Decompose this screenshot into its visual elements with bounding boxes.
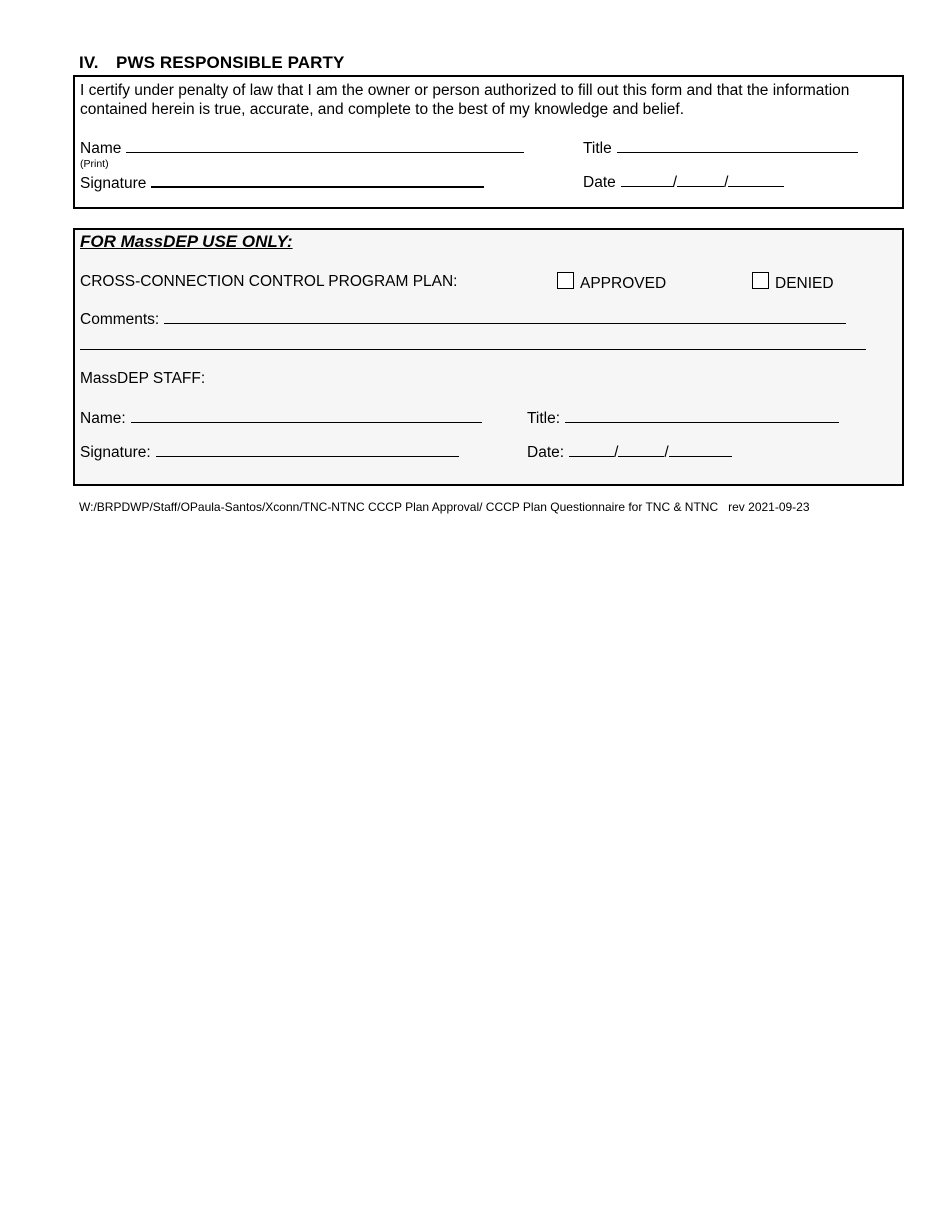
staff-date-month-line[interactable] bbox=[569, 442, 614, 457]
signature-field bbox=[80, 172, 484, 193]
comments-input-line[interactable] bbox=[164, 309, 846, 324]
responsible-party-box bbox=[73, 75, 904, 209]
date-label: Date bbox=[583, 174, 616, 191]
name-label: Name bbox=[80, 140, 122, 157]
date-field bbox=[583, 172, 784, 192]
approved-option[interactable] bbox=[557, 272, 666, 293]
staff-date-separator-2: / bbox=[664, 444, 669, 461]
date-month-line[interactable] bbox=[621, 172, 673, 187]
comments-label: Comments: bbox=[80, 311, 160, 328]
staff-date-year-line[interactable] bbox=[669, 442, 732, 457]
footer-path: W:/BRPDWP/Staff/OPaula-Santos/Xconn/TNC-NTNC CCCP Plan Approval/ CCCP Plan Questionnaire for TNC & NTNC bbox=[79, 500, 719, 514]
staff-date-day-line[interactable] bbox=[618, 442, 664, 457]
denied-label: DENIED bbox=[775, 275, 834, 292]
massdep-heading: FOR MassDEP USE ONLY: bbox=[80, 232, 293, 251]
comments-continuation-line[interactable] bbox=[80, 349, 866, 350]
date-day-line[interactable] bbox=[677, 172, 724, 187]
approved-label: APPROVED bbox=[580, 275, 667, 292]
print-note: (Print) bbox=[80, 158, 109, 170]
date-separator-1: / bbox=[672, 174, 678, 191]
name-input-line[interactable] bbox=[126, 138, 524, 153]
name-field bbox=[80, 138, 524, 158]
footer-revision: rev 2021-09-23 bbox=[728, 500, 810, 514]
staff-title-field bbox=[527, 408, 839, 428]
signature-label: Signature bbox=[80, 175, 147, 192]
comments-field bbox=[80, 309, 846, 329]
staff-title-input-line[interactable] bbox=[565, 408, 839, 423]
staff-signature-field bbox=[80, 442, 459, 462]
staff-date-separator-1: / bbox=[614, 444, 619, 461]
approved-checkbox[interactable] bbox=[557, 272, 574, 289]
staff-name-label: Name: bbox=[80, 410, 126, 427]
staff-title-label: Title: bbox=[527, 410, 561, 427]
title-input-line[interactable] bbox=[617, 138, 858, 153]
denied-checkbox[interactable] bbox=[752, 272, 769, 289]
section-heading bbox=[79, 53, 344, 73]
date-year-line[interactable] bbox=[728, 172, 784, 187]
title-label: Title bbox=[583, 140, 612, 157]
plan-label: CROSS-CONNECTION CONTROL PROGRAM PLAN: bbox=[80, 273, 458, 290]
staff-label: MassDEP STAFF: bbox=[80, 370, 206, 387]
footer bbox=[79, 500, 810, 514]
staff-date-field bbox=[527, 442, 732, 462]
staff-name-input-line[interactable] bbox=[131, 408, 482, 423]
staff-signature-label: Signature: bbox=[80, 444, 151, 461]
massdep-use-box bbox=[73, 228, 904, 486]
section-number: IV. bbox=[79, 53, 99, 72]
signature-input-line[interactable] bbox=[151, 172, 484, 188]
section-title: PWS RESPONSIBLE PARTY bbox=[116, 53, 345, 72]
staff-date-label: Date: bbox=[527, 444, 565, 461]
date-separator-2: / bbox=[724, 174, 729, 191]
title-field bbox=[583, 138, 858, 158]
staff-name-field bbox=[80, 408, 482, 428]
staff-signature-input-line[interactable] bbox=[156, 442, 459, 457]
denied-option[interactable] bbox=[752, 272, 834, 293]
certification-text: I certify under penalty of law that I am the owner or person authorized to fill out this form and that the information contained herein is true, accurate, and complete to the best of my knowledge and belief. bbox=[80, 82, 850, 118]
